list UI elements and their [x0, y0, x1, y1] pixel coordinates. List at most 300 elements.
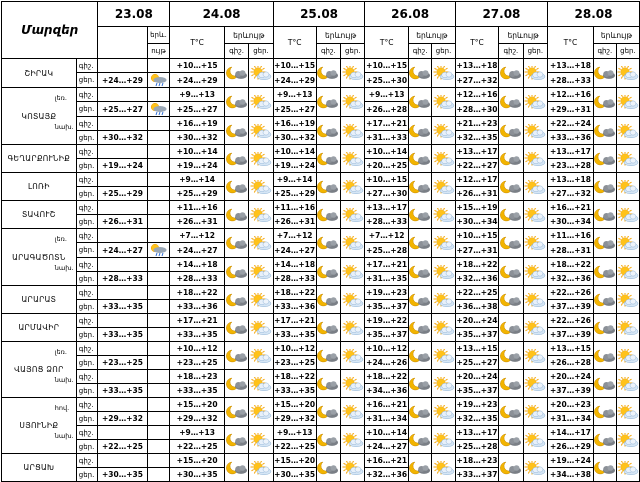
sun-cloud-icon — [432, 208, 454, 222]
day-weather-cell — [616, 454, 639, 482]
temp-cell: +16…+21 — [548, 201, 594, 215]
temp-cell: +12…+17 — [455, 173, 498, 187]
day-weather-cell — [523, 173, 547, 201]
night-weather-cell — [408, 173, 431, 201]
temp-cell: +35…+37 — [455, 384, 498, 398]
sun-cloud-icon — [249, 433, 272, 447]
night-weather-cell — [593, 88, 616, 117]
temp-cell: +9…+13 — [273, 426, 316, 440]
night-weather-cell — [316, 88, 340, 117]
sun-cloud-icon — [432, 95, 454, 109]
night-weather-cell — [499, 314, 523, 342]
temp-cell: +32…+35 — [455, 131, 498, 145]
moon-cloud-icon — [225, 66, 248, 80]
day-weather-cell — [341, 314, 365, 342]
day-weather-cell — [249, 426, 273, 454]
time-of-day: գիշ. — [76, 59, 98, 73]
temp-cell: +18…+22 — [170, 286, 224, 300]
sun-cloud-icon — [432, 180, 454, 194]
temp-cell: +20…+24 — [548, 370, 594, 384]
time-of-day: գիշ. նախ. — [76, 117, 98, 131]
table-row — [2, 173, 640, 187]
temp-cell — [98, 314, 147, 328]
sun-cloud-icon — [341, 180, 364, 194]
temp-cell: +13…+17 — [365, 201, 408, 215]
temp-cell: +15…+20 — [273, 398, 316, 412]
time-of-day: գիշ. — [76, 145, 98, 159]
night-weather-cell — [593, 145, 616, 173]
day-weather-cell — [523, 229, 547, 258]
temp-cell: +31…+34 — [548, 412, 594, 426]
temp-cell: +33…+36 — [170, 300, 224, 314]
sun-cloud-icon — [432, 293, 454, 307]
night-weather-cell — [593, 258, 616, 286]
day-weather-cell — [616, 426, 639, 454]
temp-cell: +10…+14 — [170, 145, 224, 159]
weather-cell — [147, 73, 170, 88]
weather-col-header: երևույթ — [499, 27, 548, 44]
temp-cell: +35…+37 — [455, 328, 498, 342]
temp-cell: +28…+33 — [98, 272, 147, 286]
sun-cloud-icon — [249, 95, 272, 109]
temp-cell: +18…+23 — [455, 454, 498, 468]
temp-cell: +28…+33 — [273, 272, 316, 286]
temp-cell: +20…+24 — [455, 370, 498, 384]
temp-cell: +30…+32 — [98, 131, 147, 145]
moon-cloud-icon — [409, 265, 431, 279]
moon-cloud-icon — [594, 405, 616, 419]
time-of-day: ցեր. — [76, 412, 98, 426]
temp-cell: +18…+22 — [455, 258, 498, 272]
weather-cell — [147, 300, 170, 314]
sun-cloud-icon — [617, 349, 639, 363]
temp-cell: +22…+25 — [170, 440, 224, 454]
night-weather-cell — [224, 258, 248, 286]
sun-cloud-icon — [432, 265, 454, 279]
temp-cell: +29…+32 — [98, 412, 147, 426]
night-weather-cell — [499, 145, 523, 173]
temp-cell: +13…+18 — [548, 173, 594, 187]
day-weather-cell — [523, 145, 547, 173]
night-weather-cell — [499, 258, 523, 286]
moon-cloud-icon — [225, 293, 248, 307]
moon-cloud-icon — [317, 377, 340, 391]
day-weather-cell — [249, 59, 273, 88]
sun-cloud-icon — [341, 349, 364, 363]
night-weather-cell — [224, 88, 248, 117]
night-weather-cell — [316, 286, 340, 314]
temp-cell: +16…+19 — [273, 117, 316, 131]
weather-cell — [147, 159, 170, 173]
temp-cell: +13…+18 — [548, 59, 594, 73]
temp-cell: +26…+31 — [98, 215, 147, 229]
temp-cell: +25…+30 — [365, 73, 408, 88]
temp-cell: +18…+22 — [273, 370, 316, 384]
table-row — [2, 398, 640, 412]
temp-cell: +20…+25 — [365, 159, 408, 173]
sun-cloud-icon — [524, 236, 547, 250]
night-weather-cell — [316, 398, 340, 426]
temp-cell: +17…+21 — [170, 314, 224, 328]
temp-cell: +27…+31 — [455, 243, 498, 258]
night-weather-cell — [408, 286, 431, 314]
time-of-day: գիշ. նախ. — [76, 426, 98, 440]
temp-cell: +24…+29 — [98, 73, 147, 88]
temp-col-header: T°C — [455, 27, 498, 59]
moon-cloud-icon — [225, 180, 248, 194]
temp-cell: +30…+35 — [98, 468, 147, 482]
night-weather-cell — [499, 117, 523, 145]
moon-cloud-icon — [317, 349, 340, 363]
temp-cell: +24…+27 — [273, 243, 316, 258]
sun-cloud-icon — [524, 377, 547, 391]
day-weather-cell — [432, 258, 455, 286]
sun-rain-icon — [148, 102, 170, 116]
moon-cloud-icon — [499, 405, 522, 419]
temp-cell: +13…+15 — [455, 342, 498, 356]
temp-cell: +19…+23 — [365, 286, 408, 300]
time-of-day: ցեր. — [76, 73, 98, 88]
time-of-day: ցեր. — [76, 215, 98, 229]
moon-cloud-icon — [409, 321, 431, 335]
temp-cell: +33…+35 — [273, 328, 316, 342]
day-col-header: ցեր. — [249, 44, 273, 59]
sun-cloud-icon — [617, 461, 639, 475]
night-weather-cell — [593, 314, 616, 342]
sun-cloud-icon — [617, 66, 639, 80]
temp-cell: +12…+16 — [455, 88, 498, 102]
temp-cell: +16…+21 — [365, 454, 408, 468]
day-weather-cell — [249, 229, 273, 258]
day-weather-cell — [341, 201, 365, 229]
day-weather-cell — [432, 201, 455, 229]
moon-cloud-icon — [317, 208, 340, 222]
sun-cloud-icon — [249, 152, 272, 166]
temp-cell: +26…+29 — [548, 440, 594, 454]
night-weather-cell — [408, 454, 431, 482]
sun-cloud-icon — [249, 293, 272, 307]
sun-cloud-icon — [524, 293, 547, 307]
temp-cell: +20…+23 — [548, 398, 594, 412]
weather-cell — [147, 229, 170, 243]
temp-cell: +25…+28 — [365, 243, 408, 258]
region-name: ԱՐԱԳԱԾՈՏՆ — [2, 229, 77, 286]
temp-cell: +24…+29 — [170, 73, 224, 88]
temp-cell: +15…+19 — [455, 201, 498, 215]
weather-cell — [147, 145, 170, 159]
weather-cell — [147, 272, 170, 286]
sun-cloud-icon — [617, 95, 639, 109]
time-of-day: գիշ. նախ. — [76, 370, 98, 384]
sun-cloud-icon — [524, 180, 547, 194]
night-weather-cell — [499, 229, 523, 258]
sun-cloud-icon — [341, 433, 364, 447]
night-weather-cell — [593, 454, 616, 482]
day-weather-cell — [341, 173, 365, 201]
temp-cell: +15…+20 — [273, 454, 316, 468]
time-of-day: գիշ. — [76, 286, 98, 300]
temp-cell: +32…+35 — [455, 412, 498, 426]
temp-cell: +10…+15 — [365, 59, 408, 73]
temp-cell: +33…+36 — [548, 131, 594, 145]
table-row — [2, 454, 640, 468]
sun-cloud-icon — [341, 208, 364, 222]
moon-cloud-icon — [594, 236, 616, 250]
weather-cell — [147, 412, 170, 426]
weather-cell — [147, 201, 170, 215]
temp-col-header: T°C — [273, 27, 316, 59]
temp-cell: +33…+35 — [98, 300, 147, 314]
temp-cell: +13…+17 — [455, 145, 498, 159]
temp-cell: +33…+35 — [98, 384, 147, 398]
temp-cell: +9…+14 — [170, 173, 224, 187]
day-col-header: ցեր. — [523, 44, 547, 59]
temp-cell: +37…+39 — [548, 384, 594, 398]
temp-cell: +31…+34 — [365, 412, 408, 426]
temp-cell: +33…+37 — [455, 468, 498, 482]
day-weather-cell — [616, 173, 639, 201]
moon-cloud-icon — [409, 180, 431, 194]
day-weather-cell — [432, 454, 455, 482]
temp-col-header: T°C — [170, 27, 224, 59]
zone-label: նախ. — [54, 264, 74, 272]
date-header: 26.08 — [365, 2, 455, 27]
table-row — [2, 145, 640, 159]
night-col-header: գիշ. — [316, 44, 340, 59]
day-weather-cell — [616, 258, 639, 286]
night-weather-cell — [408, 342, 431, 370]
temp-cell: +30…+34 — [548, 215, 594, 229]
temp-cell — [98, 370, 147, 384]
table-row — [2, 342, 640, 356]
moon-cloud-icon — [499, 95, 522, 109]
table-row — [2, 88, 640, 102]
night-weather-cell — [316, 342, 340, 370]
moon-cloud-icon — [594, 377, 616, 391]
weather-col-header: երև. — [147, 27, 170, 44]
sun-cloud-icon — [249, 377, 272, 391]
night-weather-cell — [408, 117, 431, 145]
temp-cell: +7…+12 — [273, 229, 316, 243]
time-of-day: ցեր. — [76, 356, 98, 370]
day-weather-cell — [341, 454, 365, 482]
moon-cloud-icon — [409, 377, 431, 391]
day-weather-cell — [249, 370, 273, 398]
day-weather-cell — [341, 88, 365, 117]
day-weather-cell — [616, 145, 639, 173]
temp-cell: +30…+32 — [273, 131, 316, 145]
temp-cell: +17…+21 — [365, 117, 408, 131]
temp-col-header: T°C — [548, 27, 594, 59]
moon-cloud-icon — [594, 66, 616, 80]
weather-cell — [147, 88, 170, 102]
sun-cloud-icon — [524, 124, 547, 138]
temp-cell: +9…+13 — [170, 426, 224, 440]
temp-cell: +20…+24 — [455, 314, 498, 328]
day-weather-cell — [432, 117, 455, 145]
sun-cloud-icon — [341, 66, 364, 80]
sun-cloud-icon — [432, 321, 454, 335]
region-name: ՇԻՐԱԿ — [2, 59, 77, 88]
night-weather-cell — [593, 59, 616, 88]
date-header: 24.08 — [170, 2, 273, 27]
date-header: 25.08 — [273, 2, 365, 27]
day-weather-cell — [249, 314, 273, 342]
day-weather-cell — [616, 286, 639, 314]
temp-cell: +11…+16 — [170, 201, 224, 215]
sun-cloud-icon — [341, 461, 364, 475]
temp-cell: +28…+31 — [548, 243, 594, 258]
night-weather-cell — [408, 258, 431, 286]
day-weather-cell — [249, 145, 273, 173]
date-header: 28.08 — [548, 2, 640, 27]
moon-cloud-icon — [225, 236, 248, 250]
regions-header: Մարզեր — [2, 2, 98, 59]
sun-rain-icon — [148, 73, 170, 87]
temp-cell: +31…+33 — [365, 131, 408, 145]
day-weather-cell — [432, 88, 455, 117]
sun-cloud-icon — [524, 208, 547, 222]
sun-cloud-icon — [617, 265, 639, 279]
temp-cell: +34…+36 — [365, 384, 408, 398]
sun-cloud-icon — [432, 433, 454, 447]
sun-cloud-icon — [249, 265, 272, 279]
moon-cloud-icon — [409, 433, 431, 447]
sun-cloud-icon — [249, 349, 272, 363]
night-col-header: գիշ. — [593, 44, 616, 59]
day-weather-cell — [523, 398, 547, 426]
moon-cloud-icon — [225, 124, 248, 138]
night-weather-cell — [316, 314, 340, 342]
temp-cell: +18…+22 — [365, 370, 408, 384]
sun-cloud-icon — [617, 405, 639, 419]
night-weather-cell — [224, 173, 248, 201]
moon-cloud-icon — [317, 433, 340, 447]
time-of-day: ցեր. — [76, 159, 98, 173]
moon-cloud-icon — [499, 433, 522, 447]
temp-cell: +24…+27 — [170, 243, 224, 258]
temp-cell: +24…+29 — [273, 73, 316, 88]
time-of-day: գիշ. նախ. — [76, 258, 98, 272]
temp-cell: +25…+29 — [273, 187, 316, 201]
moon-cloud-icon — [225, 349, 248, 363]
temp-cell: +22…+26 — [548, 286, 594, 300]
region-name: ԱՐԱՐԱՏ — [2, 286, 77, 314]
table-row — [2, 286, 640, 300]
moon-cloud-icon — [409, 349, 431, 363]
moon-cloud-icon — [594, 349, 616, 363]
temp-cell: +23…+25 — [273, 356, 316, 370]
day-weather-cell — [341, 286, 365, 314]
zone-label: նախ. — [54, 432, 74, 440]
day-weather-cell — [432, 286, 455, 314]
temp-cell: +13…+17 — [455, 426, 498, 440]
day-weather-cell — [341, 258, 365, 286]
moon-cloud-icon — [499, 321, 522, 335]
day-weather-cell — [616, 201, 639, 229]
day-weather-cell — [523, 258, 547, 286]
region-name: ԿՈՏԱՅՔ — [2, 88, 77, 145]
time-of-day: գիշ. լեռ. — [76, 88, 98, 102]
night-col-header: գիշ. — [408, 44, 431, 59]
day-weather-cell — [432, 314, 455, 342]
sun-cloud-icon — [249, 124, 272, 138]
temp-cell: +14…+18 — [170, 258, 224, 272]
temp-cell — [98, 286, 147, 300]
day-weather-cell — [341, 59, 365, 88]
moon-cloud-icon — [409, 461, 431, 475]
weather-cell — [147, 131, 170, 145]
temp-cell: +12…+16 — [548, 88, 594, 102]
time-of-day: գիշ. լեռ. — [76, 229, 98, 243]
sun-cloud-icon — [432, 461, 454, 475]
temp-cell: +17…+21 — [273, 314, 316, 328]
sun-cloud-icon — [249, 461, 272, 475]
forecast-table — [1, 1, 640, 482]
weather-cell — [147, 173, 170, 187]
sun-cloud-icon — [524, 461, 547, 475]
temp-cell: +22…+25 — [455, 286, 498, 300]
temp-cell: +22…+24 — [548, 117, 594, 131]
night-weather-cell — [408, 426, 431, 454]
day-weather-cell — [616, 342, 639, 370]
day-weather-cell — [249, 88, 273, 117]
sun-cloud-icon — [432, 377, 454, 391]
temp-cell: +10…+15 — [365, 173, 408, 187]
temp-cell: +19…+24 — [548, 454, 594, 468]
time-of-day: ցեր. — [76, 440, 98, 454]
table-row — [2, 370, 640, 384]
night-weather-cell — [593, 201, 616, 229]
time-of-day: գիշ. — [76, 314, 98, 328]
night-weather-cell — [224, 398, 248, 426]
temp-cell: +29…+31 — [548, 102, 594, 117]
night-weather-cell — [316, 454, 340, 482]
weather-cell — [147, 215, 170, 229]
sun-cloud-icon — [249, 180, 272, 194]
weather-cell — [147, 187, 170, 201]
temp-cell: +28…+33 — [170, 272, 224, 286]
temp-cell: +13…+15 — [548, 342, 594, 356]
temp-cell: +9…+13 — [170, 88, 224, 102]
moon-cloud-icon — [594, 208, 616, 222]
sun-cloud-icon — [524, 95, 547, 109]
temp-cell: +27…+30 — [365, 187, 408, 201]
table-row — [2, 117, 640, 131]
weather-cell — [147, 258, 170, 272]
temp-cell — [98, 342, 147, 356]
temp-cell: +24…+27 — [98, 243, 147, 258]
temp-cell: +16…+21 — [365, 398, 408, 412]
region-name: ԱՐՄԱՎԻՐ — [2, 314, 77, 342]
night-weather-cell — [316, 370, 340, 398]
moon-cloud-icon — [594, 461, 616, 475]
moon-cloud-icon — [499, 124, 522, 138]
date-header: 23.08 — [98, 2, 170, 27]
temp-cell: +11…+16 — [273, 201, 316, 215]
day-weather-cell — [249, 398, 273, 426]
zone-label: նախ. — [54, 376, 74, 384]
sun-cloud-icon — [524, 152, 547, 166]
moon-cloud-icon — [225, 152, 248, 166]
temp-col-header: T°C — [365, 27, 408, 59]
moon-cloud-icon — [225, 433, 248, 447]
table-row — [2, 314, 640, 328]
night-weather-cell — [499, 398, 523, 426]
day-weather-cell — [523, 454, 547, 482]
day-weather-cell — [249, 454, 273, 482]
moon-cloud-icon — [317, 265, 340, 279]
